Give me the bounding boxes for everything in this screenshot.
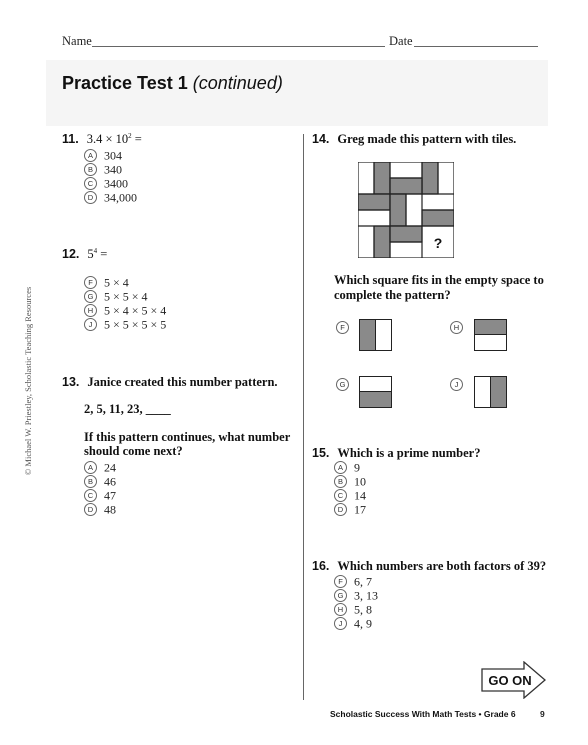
- gray-tile: [390, 226, 422, 242]
- answer-option[interactable]: C 3400: [84, 175, 128, 189]
- title-sub: (continued): [192, 73, 283, 93]
- side-credit: © Michael W. Priestley, Scholastic Teaching Resources: [23, 286, 33, 476]
- question-number: 11.: [62, 132, 79, 146]
- answer-option[interactable]: B 340: [84, 161, 122, 175]
- answer-option-j[interactable]: J: [450, 375, 470, 393]
- page-number: 9: [540, 709, 545, 719]
- answer-option[interactable]: A 24: [84, 459, 116, 473]
- answer-option-h[interactable]: H: [450, 318, 470, 336]
- question-text: Which is a prime number?: [337, 446, 481, 460]
- answer-option[interactable]: H 5, 8: [334, 601, 372, 615]
- number-pattern: 2, 5, 11, 23, ____: [84, 402, 171, 416]
- question-text: $5^4$ =: [87, 246, 108, 261]
- answer-option[interactable]: C 47: [84, 487, 116, 501]
- question-prompt: should come next?: [84, 444, 183, 458]
- answer-option[interactable]: D 17: [334, 501, 366, 515]
- option-h-tile[interactable]: [474, 319, 507, 351]
- answer-option[interactable]: B 10: [334, 473, 366, 487]
- gray-tile: [390, 194, 406, 226]
- answer-option[interactable]: F 5 × 4: [84, 274, 129, 288]
- question-number: 16.: [312, 559, 330, 573]
- go-on-arrow-icon[interactable]: [480, 661, 548, 699]
- name-label: Name: [62, 34, 92, 48]
- question-number: 14.: [312, 132, 330, 146]
- column-divider: [303, 134, 304, 700]
- question-14: [312, 130, 516, 148]
- option-f-tile[interactable]: [359, 319, 392, 351]
- page-title: [62, 73, 283, 94]
- question-prompt: complete the pattern?: [334, 288, 451, 302]
- option-g-tile[interactable]: [359, 376, 392, 408]
- question-11: [62, 130, 142, 148]
- answer-option[interactable]: A 9: [334, 459, 360, 473]
- question-prompt: Which square fits in the empty space to: [334, 273, 544, 287]
- answer-option[interactable]: D 48: [84, 501, 116, 515]
- answer-option[interactable]: J 4, 9: [334, 615, 372, 629]
- go-on-label: GO ON: [488, 673, 532, 688]
- gray-tile: [358, 194, 390, 210]
- missing-square-mark: ?: [433, 235, 443, 251]
- answer-option[interactable]: H 5 × 4 × 5 × 4: [84, 302, 166, 316]
- question-13: [62, 373, 278, 391]
- gray-tile: [374, 226, 390, 258]
- question-text: Janice created this number pattern.: [87, 375, 278, 389]
- date-line[interactable]: [414, 46, 538, 47]
- question-prompt: If this pattern continues, what number: [84, 430, 291, 444]
- date-label: Date: [389, 34, 413, 48]
- question-12: [62, 245, 107, 263]
- question-number: 13.: [62, 375, 80, 389]
- footer-text: Scholastic Success With Math Tests • Grade 6: [330, 709, 516, 719]
- question-text: $3.4 \times 10^2$ =: [86, 131, 142, 146]
- question-number: 15.: [312, 446, 330, 460]
- gray-tile: [422, 162, 438, 194]
- answer-option[interactable]: B 46: [84, 473, 116, 487]
- gray-tile: [422, 210, 454, 226]
- question-text: Greg made this pattern with tiles.: [337, 132, 517, 146]
- answer-option[interactable]: G 5 × 5 × 4: [84, 288, 148, 302]
- title-main: Practice Test 1: [62, 73, 188, 93]
- answer-option[interactable]: D 34,000: [84, 189, 137, 203]
- question-text: Which numbers are both factors of 39?: [337, 559, 547, 573]
- answer-option[interactable]: J 5 × 5 × 5 × 5: [84, 316, 166, 330]
- answer-option[interactable]: G 3, 13: [334, 587, 378, 601]
- answer-option[interactable]: F 6, 7: [334, 573, 372, 587]
- answer-option-g[interactable]: G: [336, 375, 356, 393]
- gray-tile: [390, 178, 422, 194]
- option-j-tile[interactable]: [474, 376, 507, 408]
- tile-pattern-figure: [358, 162, 454, 258]
- gray-tile: [374, 162, 390, 194]
- answer-option-f[interactable]: F: [336, 318, 356, 336]
- answer-option[interactable]: C 14: [334, 487, 366, 501]
- name-line[interactable]: [92, 46, 385, 47]
- question-number: 12.: [62, 247, 80, 261]
- answer-option[interactable]: A 304: [84, 147, 122, 161]
